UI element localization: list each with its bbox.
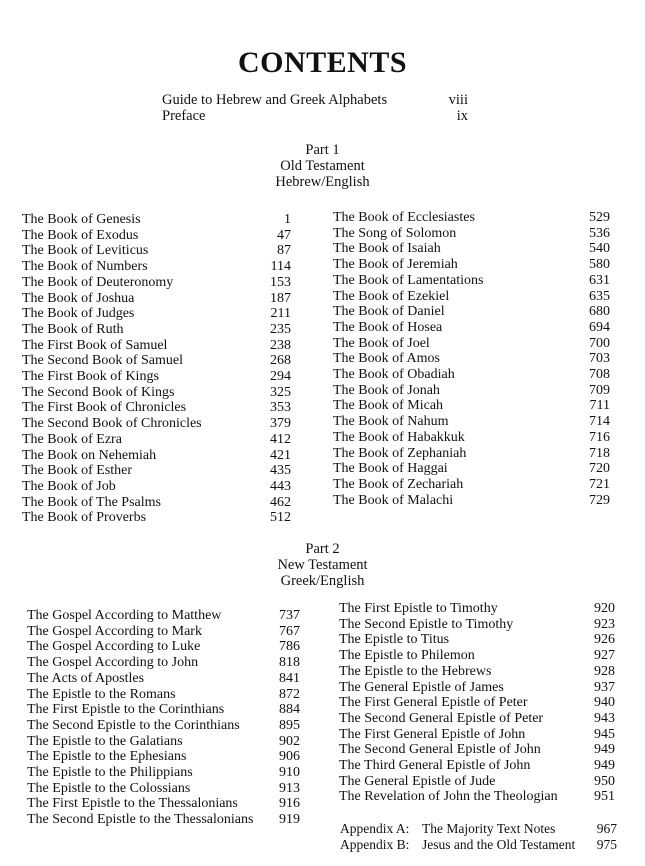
entry-label: The First General Epistle of Peter: [339, 695, 528, 711]
toc-entry[interactable]: [162, 108, 468, 124]
toc-entry[interactable]: [339, 789, 615, 805]
entry-page: 631: [589, 272, 610, 288]
entry-page: 87: [277, 243, 291, 259]
entry-label: The Epistle to Philemon: [339, 648, 475, 664]
toc-entry[interactable]: [333, 320, 610, 336]
appendix-label: Appendix A:: [340, 821, 410, 836]
part-1-left-column: [22, 212, 291, 526]
toc-entry[interactable]: [333, 289, 610, 305]
entry-page: 529: [589, 210, 610, 225]
appendix-label: Appendix B:: [340, 836, 410, 852]
entry-label: The Epistle to the Ephesians: [27, 749, 187, 765]
entry-page: 635: [589, 288, 610, 304]
toc-entry[interactable]: [22, 495, 291, 511]
entry-page: 268: [270, 353, 291, 369]
toc-entry[interactable]: [22, 369, 291, 385]
toc-entry[interactable]: [333, 304, 610, 320]
part-2-left-column: [27, 608, 300, 828]
entry-label: The First Book of Kings: [22, 369, 159, 385]
entry-label: The Revelation of John the Theologian: [339, 789, 558, 805]
entry-label: The Second Book of Chronicles: [22, 416, 202, 432]
toc-entry[interactable]: [22, 400, 291, 416]
entry-label: The Epistle to the Philippians: [27, 765, 193, 781]
entry-label: The Book of Joel: [333, 335, 430, 351]
entry-page: 949: [594, 742, 615, 758]
toc-entry[interactable]: [27, 671, 300, 687]
entry-label: The Second Book of Samuel: [22, 353, 183, 369]
part-1-right-column: [333, 210, 610, 508]
entry-page: 580: [589, 257, 610, 273]
entry-label: The Epistle to the Galatians: [27, 733, 183, 749]
entry-page: ix: [456, 108, 468, 124]
toc-entry[interactable]: [27, 765, 300, 781]
toc-entry[interactable]: [339, 617, 615, 633]
entry-page: 916: [279, 796, 300, 812]
toc-entry[interactable]: [22, 212, 291, 228]
entry-page: 412: [270, 431, 291, 447]
toc-entry[interactable]: [333, 383, 610, 399]
entry-page: 235: [270, 321, 291, 337]
toc-entry[interactable]: [333, 241, 610, 257]
entry-label: The Book of Daniel: [333, 304, 445, 320]
entry-label: The Book of Jeremiah: [333, 257, 458, 273]
entry-label: The Book of Zechariah: [333, 476, 464, 492]
toc-entry[interactable]: [27, 812, 300, 828]
toc-entry[interactable]: [27, 687, 300, 703]
entry-label: The Book of Deuteronomy: [22, 274, 174, 290]
entry-page: 920: [594, 601, 615, 616]
entry-page: 443: [270, 478, 291, 494]
entry-page: 187: [270, 290, 291, 306]
part-subtitle: Hebrew/English: [275, 174, 370, 190]
entry-label: The Second Epistle to Timothy: [339, 616, 514, 632]
entry-page: 435: [270, 463, 291, 479]
entry-page: 937: [594, 679, 615, 695]
toc-entry[interactable]: [339, 601, 615, 617]
toc-entry[interactable]: [27, 781, 300, 797]
entry-label: The Book of Judges: [22, 306, 135, 322]
front-matter-list: [162, 92, 468, 124]
entry-label: The First Book of Chronicles: [22, 400, 187, 416]
entry-page: 767: [279, 623, 300, 639]
entry-label: Preface: [162, 108, 206, 124]
entry-page: 884: [279, 702, 300, 718]
entry-page: 711: [589, 398, 610, 414]
part-title: Old Testament: [280, 158, 365, 174]
entry-page: 462: [270, 494, 291, 510]
entry-page: 714: [589, 414, 610, 430]
entry-page: 943: [594, 710, 615, 726]
entry-label: The Epistle to the Hebrews: [339, 663, 492, 679]
entry-page: 927: [594, 648, 615, 664]
part-number: Part 1: [305, 142, 340, 158]
entry-label: The Second Book of Kings: [22, 384, 175, 400]
toc-entry[interactable]: [22, 353, 291, 369]
entry-page: 680: [589, 304, 610, 320]
entry-page: 729: [589, 492, 610, 508]
entry-page: 114: [270, 259, 291, 275]
toc-entry[interactable]: [22, 243, 291, 259]
toc-entry[interactable]: [27, 639, 300, 655]
toc-entry[interactable]: [22, 510, 291, 526]
entry-label: The Book of Leviticus: [22, 243, 149, 259]
toc-entry[interactable]: [22, 259, 291, 275]
entry-label: The Book of Lamentations: [333, 272, 484, 288]
toc-entry[interactable]: [339, 774, 615, 790]
entry-label: The Book of Hosea: [333, 319, 443, 335]
entry-page: 940: [594, 695, 615, 711]
entry-label: The Second Epistle to the Corinthians: [27, 717, 240, 733]
entry-label: The Second General Epistle of Peter: [339, 710, 544, 726]
entry-label: The General Epistle of James: [339, 679, 504, 695]
toc-entry[interactable]: [22, 275, 291, 291]
entry-label: The General Epistle of Jude: [339, 773, 496, 789]
entry-page: 818: [279, 655, 300, 671]
entry-label: The Epistle to Titus: [339, 632, 450, 648]
entry-label: The Book on Nehemiah: [22, 447, 157, 463]
toc-entry[interactable]: [339, 632, 615, 648]
entry-label: The Book of Genesis: [22, 212, 141, 227]
entry-label: The Book of The Psalms: [22, 494, 161, 510]
entry-label: The First Epistle to the Corinthians: [27, 702, 225, 718]
entry-page: 951: [594, 789, 615, 805]
toc-entry[interactable]: [339, 695, 615, 711]
toc-entry[interactable]: [22, 291, 291, 307]
entry-page: 786: [279, 639, 300, 655]
toc-entry[interactable]: [333, 414, 610, 430]
toc-entry[interactable]: [333, 273, 610, 289]
toc-entry[interactable]: [339, 680, 615, 696]
entry-label: The Book of Habakkuk: [333, 429, 465, 445]
toc-entry[interactable]: [22, 385, 291, 401]
entry-page: 841: [279, 670, 300, 686]
appendix-list: [340, 821, 617, 852]
toc-entry[interactable]: [333, 493, 610, 509]
toc-entry[interactable]: [22, 463, 291, 479]
entry-label: The Book of Amos: [333, 351, 440, 367]
entry-label: The Book of Job: [22, 478, 116, 494]
entry-page: 421: [270, 447, 291, 463]
entry-page: 211: [270, 306, 291, 322]
entry-label: The Book of Numbers: [22, 259, 148, 275]
part-subtitle: Greek/English: [280, 573, 365, 589]
entry-page: 703: [589, 351, 610, 367]
entry-page: 294: [270, 369, 291, 385]
entry-page: 721: [589, 476, 610, 492]
toc-entry[interactable]: [333, 226, 610, 242]
entry-label: The Epistle to the Romans: [27, 686, 176, 702]
toc-entry[interactable]: [333, 257, 610, 273]
toc-entry[interactable]: [339, 664, 615, 680]
part-2-heading: [0, 541, 645, 589]
entry-page: 1: [284, 212, 291, 227]
toc-entry[interactable]: [333, 336, 610, 352]
entry-page: 238: [270, 337, 291, 353]
entry-label: The Gospel According to John: [27, 655, 199, 671]
entry-label: The First Epistle to the Thessalonians: [27, 796, 238, 812]
entry-label: The Book of Joshua: [22, 290, 135, 306]
toc-entry[interactable]: [339, 742, 615, 758]
entry-label: The Acts of Apostles: [27, 670, 145, 686]
page-title: CONTENTS: [237, 46, 408, 79]
toc-entry[interactable]: [22, 432, 291, 448]
entry-page: 720: [589, 461, 610, 477]
entry-page: 325: [270, 384, 291, 400]
entry-page: 540: [589, 241, 610, 257]
entry-label: The Book of Ecclesiastes: [333, 210, 475, 225]
entry-page: 919: [279, 812, 300, 828]
toc-entry[interactable]: [22, 322, 291, 338]
entry-label: The Book of Ruth: [22, 321, 124, 337]
entry-page: 950: [594, 773, 615, 789]
appendix-title: Jesus and the Old Testament: [422, 836, 576, 852]
entry-page: 910: [279, 765, 300, 781]
entry-page: 906: [279, 749, 300, 765]
entry-page: 923: [594, 616, 615, 632]
toc-entry[interactable]: [333, 477, 610, 493]
entry-label: The Book of Jonah: [333, 382, 440, 398]
entry-label: Guide to Hebrew and Greek Alphabets: [162, 92, 388, 108]
entry-page: 708: [589, 367, 610, 383]
entry-label: The Book of Isaiah: [333, 241, 441, 257]
entry-label: The Book of Obadiah: [333, 367, 455, 383]
entry-page: 47: [277, 227, 291, 243]
entry-label: The Song of Solomon: [333, 225, 457, 241]
entry-page: 512: [270, 510, 291, 526]
entry-label: The Book of Haggai: [333, 461, 448, 477]
toc-entry[interactable]: [339, 711, 615, 727]
toc-entry[interactable]: [22, 479, 291, 495]
toc-entry[interactable]: [27, 749, 300, 765]
toc-entry[interactable]: [339, 727, 615, 743]
toc-entry[interactable]: [333, 367, 610, 383]
toc-entry[interactable]: [27, 734, 300, 750]
entry-page: 737: [279, 608, 300, 623]
toc-entry[interactable]: [339, 648, 615, 664]
entry-page: 694: [589, 319, 610, 335]
toc-entry[interactable]: [22, 338, 291, 354]
toc-entry[interactable]: [27, 702, 300, 718]
entry-label: The Gospel According to Matthew: [27, 608, 222, 623]
entry-label: The Third General Epistle of John: [339, 758, 531, 774]
entry-label: The Book of Micah: [333, 398, 444, 414]
entry-label: The Second General Epistle of John: [339, 742, 541, 758]
appendix-entry[interactable]: [340, 821, 617, 837]
entry-label: The Book of Nahum: [333, 414, 449, 430]
toc-entry[interactable]: [333, 446, 610, 462]
entry-page: 153: [270, 274, 291, 290]
entry-page: viii: [448, 92, 468, 108]
entry-page: 895: [279, 717, 300, 733]
entry-page: 902: [279, 733, 300, 749]
part-1-heading: [0, 142, 645, 190]
entry-label: The Second Epistle to the Thessalonians: [27, 812, 254, 828]
entry-label: The Book of Ezekiel: [333, 288, 450, 304]
appendix-entry[interactable]: [340, 837, 617, 853]
entry-label: The Gospel According to Mark: [27, 623, 202, 639]
entry-label: The First Epistle to Timothy: [339, 601, 498, 616]
toc-entry[interactable]: [22, 448, 291, 464]
toc-entry[interactable]: [27, 718, 300, 734]
toc-entry[interactable]: [333, 430, 610, 446]
entry-page: 945: [594, 726, 615, 742]
entry-page: 928: [594, 663, 615, 679]
entry-label: The First General Epistle of John: [339, 726, 526, 742]
appendix-page: 967: [596, 821, 617, 836]
entry-page: 716: [589, 429, 610, 445]
entry-page: 949: [594, 758, 615, 774]
toc-entry[interactable]: [22, 416, 291, 432]
toc-entry[interactable]: [27, 655, 300, 671]
appendix-page: 975: [596, 836, 617, 852]
entry-label: The Book of Zephaniah: [333, 445, 467, 461]
entry-page: 536: [589, 225, 610, 241]
entry-label: The Book of Malachi: [333, 492, 454, 508]
toc-entry[interactable]: [27, 796, 300, 812]
part-title: New Testament: [277, 557, 368, 573]
entry-page: 379: [270, 416, 291, 432]
part-number: Part 2: [305, 541, 340, 557]
toc-entry[interactable]: [27, 624, 300, 640]
toc-entry[interactable]: [339, 758, 615, 774]
part-2-right-column: [339, 601, 615, 805]
entry-label: The Book of Exodus: [22, 227, 139, 243]
toc-entry[interactable]: [333, 398, 610, 414]
entry-label: The Book of Esther: [22, 463, 133, 479]
entry-page: 926: [594, 632, 615, 648]
entry-label: The Gospel According to Luke: [27, 639, 201, 655]
entry-page: 872: [279, 686, 300, 702]
toc-entry[interactable]: [22, 228, 291, 244]
toc-entry[interactable]: [27, 608, 300, 624]
toc-entry[interactable]: [333, 461, 610, 477]
entry-page: 709: [589, 382, 610, 398]
entry-page: 353: [270, 400, 291, 416]
toc-entry[interactable]: [162, 92, 468, 108]
toc-entry[interactable]: [22, 306, 291, 322]
entry-page: 718: [589, 445, 610, 461]
entry-label: The Book of Ezra: [22, 431, 122, 447]
toc-entry[interactable]: [333, 351, 610, 367]
entry-page: 700: [589, 335, 610, 351]
entry-label: The Epistle to the Colossians: [27, 780, 191, 796]
entry-label: The Book of Proverbs: [22, 510, 147, 526]
entry-page: 913: [279, 780, 300, 796]
appendix-title: The Majority Text Notes: [422, 821, 556, 836]
toc-entry[interactable]: [333, 210, 610, 226]
entry-label: The First Book of Samuel: [22, 337, 168, 353]
